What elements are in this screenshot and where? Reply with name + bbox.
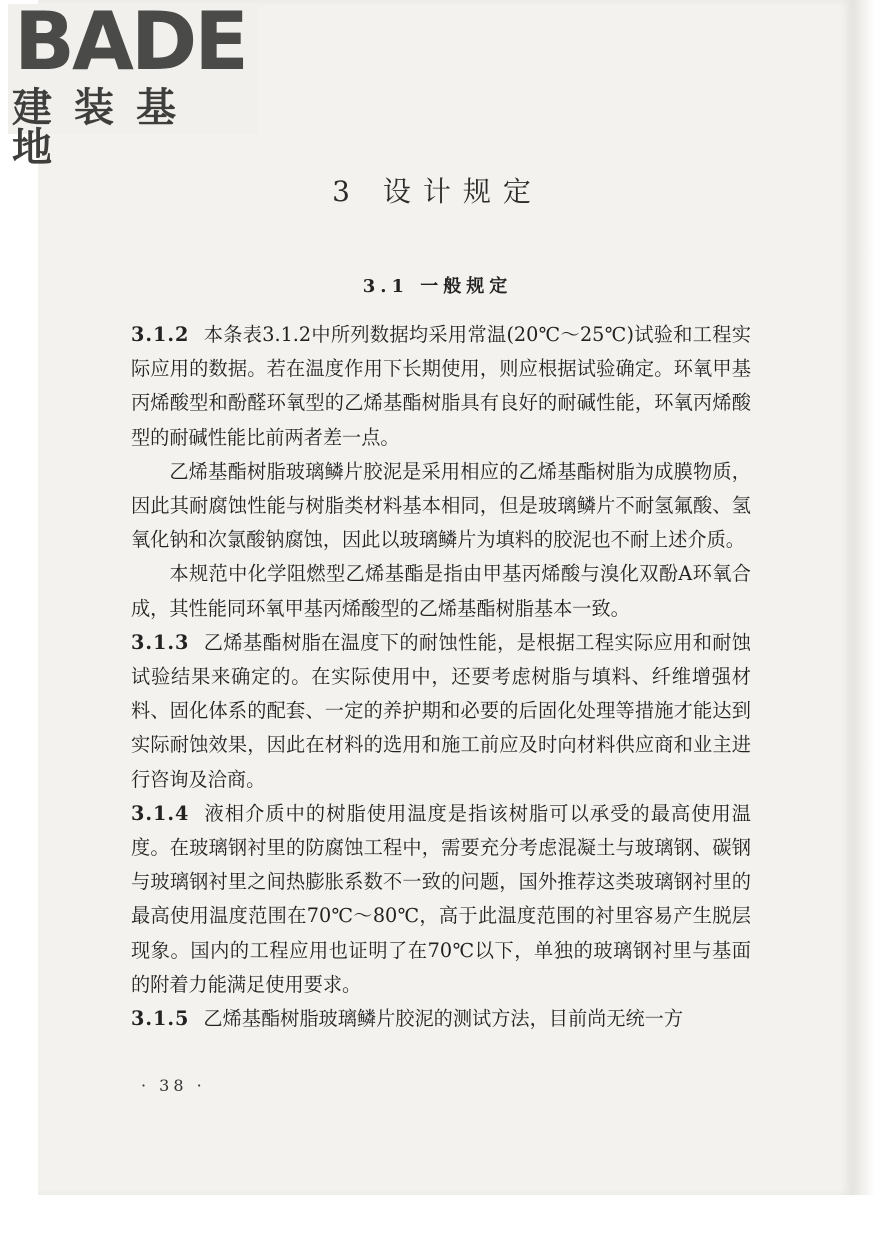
clause-number: 3.1.5	[131, 1007, 190, 1031]
page-number: · 38 ·	[141, 1076, 206, 1095]
body-text	[131, 318, 751, 1036]
paragraph: 本规范中化学阻燃型乙烯基酯是指由甲基丙烯酸与溴化双酚A环氧合成，其性能同环氧甲基丙烯酸型的乙烯基酯树脂基本一致。	[131, 562, 751, 620]
clause-number: 3.1.3	[131, 630, 190, 654]
paragraph-text: 本条表3.1.2中所列数据均采用常温(20℃～25℃)试验和工程实际应用的数据。若在温度作用下长期使用，则应根据试验确定。环氧甲基丙烯酸型和酚醛环氧型的乙烯基酯树脂具有良好的耐碱性能，环氧丙烯酸型的耐碱性能比前两者差一点。	[131, 323, 751, 449]
logo-subtitle: 建装基地	[12, 85, 198, 171]
paragraph-3-1-4	[131, 797, 751, 1002]
paragraph-text: 乙烯基酯树脂玻璃鳞片胶泥的测试方法，目前尚无统一方	[203, 1007, 684, 1031]
paragraph: 乙烯基酯树脂玻璃鳞片胶泥是采用相应的乙烯基酯树脂为成膜物质，因此其耐腐蚀性能与树脂类材料基本相同，但是玻璃鳞片不耐氢氟酸、氢氧化钠和次氯酸钠腐蚀，因此以玻璃鳞片为填料的胶泥也不耐上述介质。	[131, 459, 751, 552]
paragraph-3-1-5	[131, 1002, 751, 1036]
bade-logo	[8, 0, 258, 171]
chapter-title: 3 设计规定	[332, 175, 543, 208]
bottom-margin	[0, 1195, 875, 1242]
paragraph-3-1-3	[131, 626, 751, 797]
logo-wordmark: BADE	[14, 0, 246, 88]
paragraph-3-1-2	[131, 318, 751, 455]
clause-number: 3.1.2	[131, 323, 190, 346]
paragraph-text: 液相介质中的树脂使用温度是指该树脂可以承受的最高使用温度。在玻璃钢衬里的防腐蚀工程中，需要充分考虑混凝土与玻璃钢、碳钢与玻璃钢衬里之间热膨胀系数不一致的问题，国外推荐这类玻璃钢衬里的最高使用温度范围在70℃～80℃，高于此温度范围的衬里容易产生脱层现象。国内的工程应用也证明了在70℃以下，单独的玻璃钢衬里与基面的附着力能满足使用要求。	[131, 801, 751, 996]
clause-number: 3.1.4	[131, 801, 190, 825]
paragraph-text: 乙烯基酯树脂在温度下的耐蚀性能，是根据工程实际应用和耐蚀试验结果来确定的。在实际使用中，还要考虑树脂与填料、纤维增强材料、固化体系的配套、一定的养护期和必要的后固化处理等措施才能达到实际耐蚀效果，因此在材料的选用和施工前应及时向材料供应商和业主进行咨询及洽商。	[131, 630, 751, 791]
section-title: 3.1 一般规定	[362, 276, 513, 297]
